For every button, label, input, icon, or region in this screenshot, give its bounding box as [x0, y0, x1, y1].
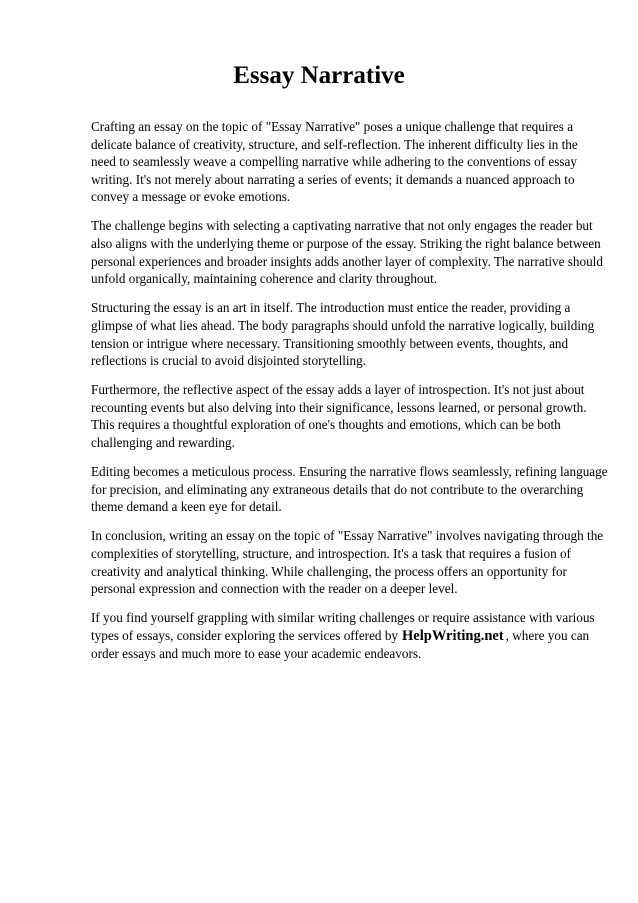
- document-body: [91, 118, 608, 675]
- paragraph-challenge: [91, 217, 603, 287]
- paragraph-line: need to seamlessly weave a compelling narrative while adhering to the conventions of essay: [91, 154, 577, 170]
- paragraph-closing: [91, 609, 603, 663]
- paragraph-conclusion: [91, 527, 603, 597]
- paragraph-line: In conclusion, writing an essay on the topic of "Essay Narrative" involves navigating through the: [91, 528, 604, 544]
- paragraph-line: convey a message or evoke emotions.: [91, 189, 291, 205]
- paragraph-line-with-link: [91, 627, 603, 646]
- paragraph-line: personal expression and connection with the reader on a deeper level.: [91, 581, 458, 597]
- paragraph-line: Furthermore, the reflective aspect of the essay adds a layer of introspection. It's not just about: [91, 382, 585, 398]
- paragraph-structure: [91, 299, 603, 369]
- paragraph-line: Crafting an essay on the topic of "Essay Narrative" poses a unique challenge that requires a: [91, 119, 574, 134]
- paragraph-line: The challenge begins with selecting a captivating narrative that not only engages the reader but: [91, 218, 593, 234]
- paragraph-line: order essays and much more to ease your academic endeavors.: [91, 646, 422, 662]
- paragraph-line: for precision, and eliminating any extraneous details that do not contribute to the overarching: [91, 481, 584, 497]
- paragraph-line: tension or intrigue where necessary. Transitioning smoothly between events, thoughts, and: [91, 335, 569, 351]
- paragraph-line: theme demand a keen eye for detail.: [91, 499, 282, 515]
- paragraph-line: challenging and rewarding.: [91, 435, 235, 450]
- paragraph-line: Structuring the essay is an art in itself. The introduction must entice the reader, providing a: [91, 300, 571, 316]
- paragraph-line: If you find yourself grappling with similar writing challenges or require assistance with various: [91, 610, 595, 626]
- paragraph-line: writing. It's not merely about narrating a series of events; it demands a nuanced approach to: [91, 171, 575, 187]
- document-title: Essay Narrative: [233, 62, 405, 89]
- paragraph-line: recounting events but also delving into their significance, lessons learned, or personal growth.: [91, 399, 587, 415]
- paragraph-line: glimpse of what lies ahead. The body paragraphs should unfold the narrative logically, building: [91, 317, 595, 333]
- paragraph-line: This requires a thoughtful exploration of one's thoughts and emotions, which can be both: [91, 417, 561, 433]
- closing-text-before-link: types of essays, consider exploring the services offered by: [91, 627, 399, 643]
- closing-text-after-link: , where you can: [505, 627, 590, 643]
- paragraph-reflection: [91, 381, 603, 451]
- paragraph-line: delicate balance of creativity, structure, and self-reflection. The inherent difficulty lies in the: [91, 136, 578, 152]
- paragraph-line: unfold organically, maintaining coherence and clarity throughout.: [91, 271, 438, 287]
- paragraph-line: complexities of storytelling, structure, and introspection. It's a task that requires a fusion of: [91, 545, 571, 561]
- paragraph-line: personal experiences and broader insights adds another layer of complexity. The narrative should: [91, 253, 603, 269]
- paragraph-line: reflections is crucial to avoid disjointed storytelling.: [91, 353, 367, 369]
- paragraph-line: creativity and analytical thinking. While challenging, the process offers an opportunity for: [91, 563, 567, 579]
- paragraph-editing: [91, 463, 608, 516]
- helpwriting-link[interactable]: HelpWriting.net: [402, 627, 504, 644]
- paragraph-line: Editing becomes a meticulous process. Ensuring the narrative flows seamlessly, refining language: [91, 464, 608, 480]
- paragraph-line: also aligns with the underlying theme or purpose of the essay. Striking the right balance between: [91, 236, 601, 252]
- paragraph-intro: [91, 118, 603, 206]
